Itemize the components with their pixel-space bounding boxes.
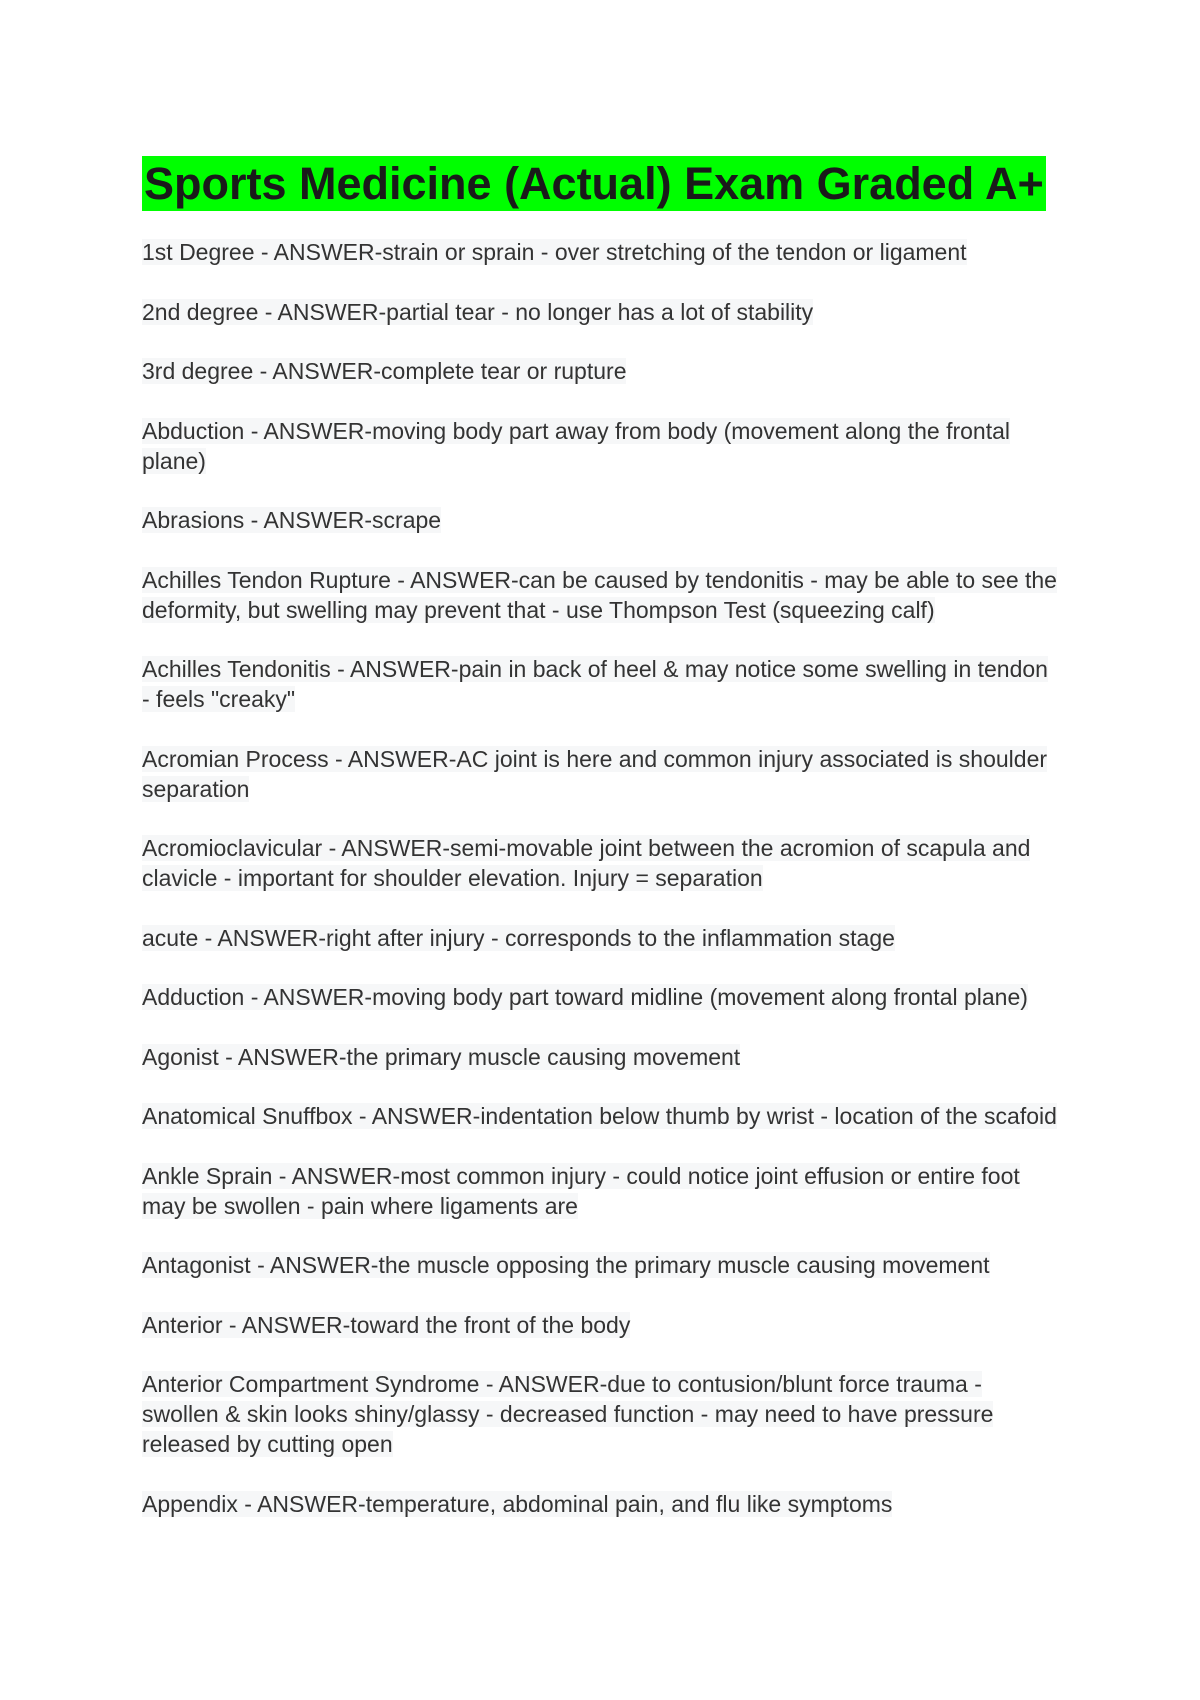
list-item — [142, 744, 1062, 804]
list-item — [142, 1250, 1062, 1280]
entry-text: Antagonist - ANSWER-the muscle opposing the primary muscle causing movement — [142, 1252, 990, 1278]
list-item — [142, 356, 1062, 386]
list-item — [142, 505, 1062, 535]
entry-text: Anterior Compartment Syndrome - ANSWER-due to contusion/blunt force trauma - swollen & skin looks shiny/glassy - decreased function - may need to have pressure released by cutting open — [142, 1371, 994, 1457]
entry-text: Acromioclavicular - ANSWER-semi-movable joint between the acromion of scapula and clavicle - important for shoulder elevation. Injury = separation — [142, 835, 1031, 891]
entry-text: Abduction - ANSWER-moving body part away from body (movement along the frontal plane) — [142, 417, 1011, 474]
entry-text: Adduction - ANSWER-moving body part toward midline (movement along frontal plane) — [142, 984, 1028, 1010]
list-item — [142, 982, 1062, 1012]
list-item — [142, 1310, 1062, 1340]
list-item — [142, 1042, 1062, 1072]
list-item — [142, 1489, 1062, 1519]
list-item — [142, 1101, 1062, 1131]
list-item — [142, 654, 1062, 714]
list-item — [142, 416, 1062, 476]
entry-text: 1st Degree - ANSWER-strain or sprain - over stretching of the tendon or ligament — [142, 239, 967, 265]
entry-text: Appendix - ANSWER-temperature, abdominal pain, and flu like symptoms — [142, 1490, 893, 1517]
entry-text: Anterior - ANSWER-toward the front of the body — [142, 1311, 631, 1338]
title-block — [142, 156, 1046, 211]
list-item — [142, 923, 1062, 953]
entry-text: Abrasions - ANSWER-scrape — [142, 507, 442, 533]
flashcard-list — [142, 237, 1062, 1548]
entry-text: Agonist - ANSWER-the primary muscle causing movement — [142, 1043, 741, 1070]
list-item — [142, 237, 1062, 267]
entry-text: Anatomical Snuffbox - ANSWER-indentation below thumb by wrist - location of the scafoid — [142, 1103, 1057, 1129]
entry-text: acute - ANSWER-right after injury - corresponds to the inflammation stage — [142, 924, 895, 951]
entry-text: Ankle Sprain - ANSWER-most common injury - could notice joint effusion or entire foot may be swollen - pain where ligaments are — [142, 1162, 1020, 1219]
list-item — [142, 297, 1062, 327]
entry-text: 2nd degree - ANSWER-partial tear - no longer has a lot of stability — [142, 298, 814, 325]
list-item — [142, 833, 1062, 893]
entry-text: Achilles Tendon Rupture - ANSWER-can be caused by tendonitis - may be able to see the deformity, but swelling may prevent that - use Thompson Test (squeezing calf) — [142, 566, 1057, 623]
entry-text: Achilles Tendonitis - ANSWER-pain in back of heel & may notice some swelling in tendon - feels "creaky" — [142, 656, 1048, 712]
list-item — [142, 565, 1062, 625]
entry-text: 3rd degree - ANSWER-complete tear or rupture — [142, 358, 627, 384]
list-item — [142, 1161, 1062, 1221]
document-title: Sports Medicine (Actual) Exam Graded A+ — [144, 158, 1044, 209]
list-item — [142, 1369, 1062, 1459]
entry-text: Acromian Process - ANSWER-AC joint is here and common injury associated is shoulder separation — [142, 745, 1048, 802]
